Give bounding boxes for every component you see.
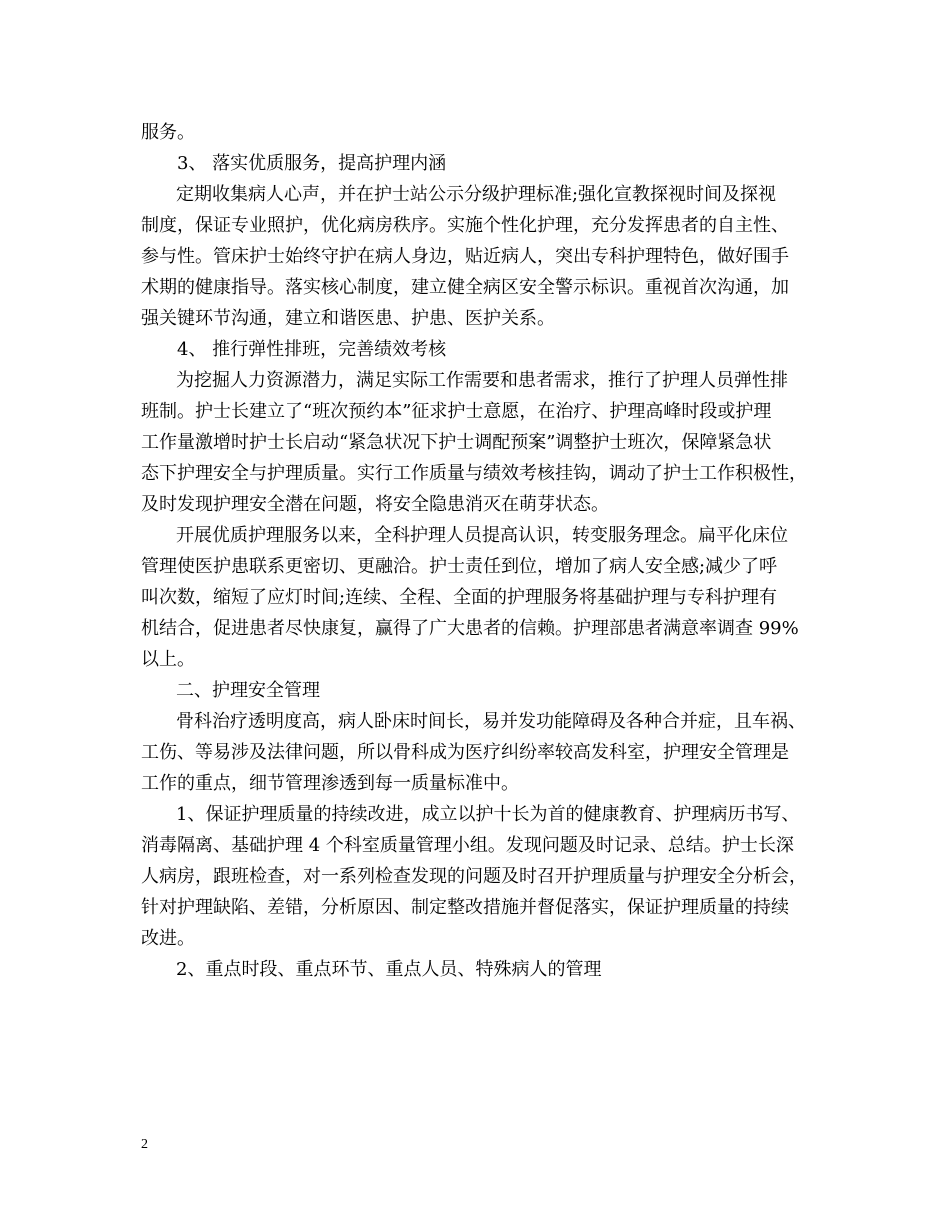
text-line: 强关键环节沟通，建立和谐医患、护患、医护关系。 bbox=[141, 308, 555, 329]
text-line: 服务。 bbox=[141, 122, 195, 143]
text-line: 为挖掘人力资源潜力，满足实际工作需要和患者需求，推行了护理人员弹性排 bbox=[176, 370, 788, 391]
text-line: 制度，保证专业照护，优化病房秩序。实施个性化护理，充分发挥患者的自主性、 bbox=[141, 215, 789, 236]
text-line: 改进。 bbox=[141, 928, 195, 949]
text-line: 开展优质护理服务以来，全科护理人员提高认识，转变服务理念。扁平化床位 bbox=[176, 525, 788, 546]
text-line: 及时发现护理安全潜在问题，将安全隐患消灭在萌芽状态。 bbox=[141, 494, 609, 515]
text-line: 参与性。管床护士始终守护在病人身边，贴近病人，突出专科护理特色，做好围手 bbox=[141, 246, 789, 267]
text-line: 工伤、等易涉及法律问题，所以骨科成为医疗纠纷率较高发科室，护理安全管理是 bbox=[141, 742, 789, 763]
text-line: 机结合，促进患者尽快康复，赢得了广大患者的信赖。护理部患者满意率调查 99% bbox=[141, 618, 799, 639]
text-line: 管理使医护患联系更密切、更融洽。护士责任到位，增加了病人安全感;减少了呼 bbox=[141, 556, 778, 577]
text-line: 工作的重点，细节管理渗透到每一质量标准中。 bbox=[141, 773, 519, 794]
section-heading: 二、护理安全管理 bbox=[176, 680, 320, 701]
section-heading: 2、重点时段、重点环节、重点人员、特殊病人的管理 bbox=[176, 959, 602, 980]
text-line: 术期的健康指导。落实核心制度，建立健全病区安全警示标识。重视首次沟通，加 bbox=[141, 277, 789, 298]
text-line: 定期收集病人心声，并在护士站公示分级护理标准;强化宣教探视时间及探视 bbox=[176, 184, 777, 205]
text-line: 消毒隔离、基础护理 4 个科室质量管理小组。发现问题及时记录、总结。护士长深 bbox=[141, 835, 794, 856]
text-line: 态下护理安全与护理质量。实行工作质量与绩效考核挂钩，调动了护士工作积极性， bbox=[141, 463, 807, 484]
section-heading: 4、 推行弹性排班，完善绩效考核 bbox=[177, 339, 447, 360]
document-body bbox=[141, 117, 816, 985]
text-line: 工作量激增时护士长启动“紧急状况下护士调配预案”调整护士班次，保障紧急状 bbox=[141, 432, 772, 453]
text-line: 叫次数，缩短了应灯时间;连续、全程、全面的护理服务将基础护理与专科护理有 bbox=[141, 587, 778, 608]
text-line: 1、保证护理质量的持续改进，成立以护十长为首的健康教育、护理病历书写、 bbox=[176, 804, 800, 825]
text-line: 针对护理缺陷、差错，分析原因、制定整改措施并督促落实，保证护理质量的持续 bbox=[141, 897, 789, 918]
text-line: 人病房，跟班检查，对一系列检查发现的问题及时召开护理质量与护理安全分析会， bbox=[141, 866, 807, 887]
page-number: 2 bbox=[141, 1137, 148, 1152]
text-line: 以上。 bbox=[141, 649, 195, 670]
text-line: 班制。护士长建立了“班次预约本”征求护士意愿，在治疗、护理高峰时段或护理 bbox=[141, 401, 772, 422]
text-line: 骨科治疗透明度高，病人卧床时间长，易并发功能障碍及各种合并症，且车祸、 bbox=[176, 711, 806, 732]
section-heading: 3、 落实优质服务，提高护理内涵 bbox=[177, 153, 447, 174]
